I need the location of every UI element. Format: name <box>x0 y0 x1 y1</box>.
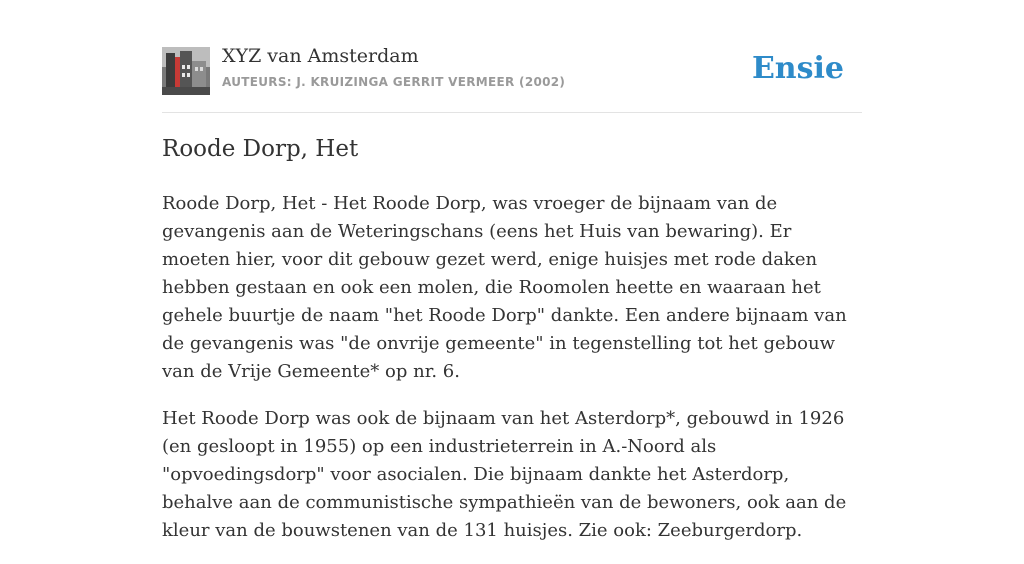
entry-body <box>162 190 862 564</box>
entry-paragraph: Het Roode Dorp was ook de bijnaam van het Asterdorp*, gebouwd in 1926 (en gesloopt in 1955) op een industrieterrein in A.-Noord als "opvoedingsdorp" voor asocialen. Die bijnaam dankte het Asterdorp, behalve aan de communistische sympathieën van de bewoners, ook aan de kleur van de bouwstenen van de 131 huisjes. Zie ook: Zeeburgerdorp. <box>162 408 847 541</box>
book-authors: AUTEURS: J. KRUIZINGA GERRIT VERMEER (2002) <box>222 75 566 89</box>
entry-title: Roode Dorp, Het <box>162 136 359 162</box>
book-title[interactable]: XYZ van Amsterdam <box>222 45 419 67</box>
entry-paragraph: Roode Dorp, Het - Het Roode Dorp, was vroeger de bijnaam van de gevangenis aan de Weteringschans (eens het Huis van bewaring). Er moeten hier, voor dit gebouw gezet werd, enige huisjes met rode daken hebben gestaan en ook een molen, die Roomolen heette en waaraan het gehele buurtje de naam "het Roode Dorp" dankte. Een andere bijnaam van de gevangenis was "de onvrije gemeente" in tegenstelling tot het gebouw van de Vrije Gemeente* op nr. 6. <box>162 193 847 382</box>
book-cover-image <box>162 47 210 95</box>
book-cover-avatar[interactable] <box>162 47 210 95</box>
content-container <box>162 0 862 541</box>
ensie-logo[interactable]: Ensie <box>751 51 844 86</box>
header <box>162 0 862 113</box>
